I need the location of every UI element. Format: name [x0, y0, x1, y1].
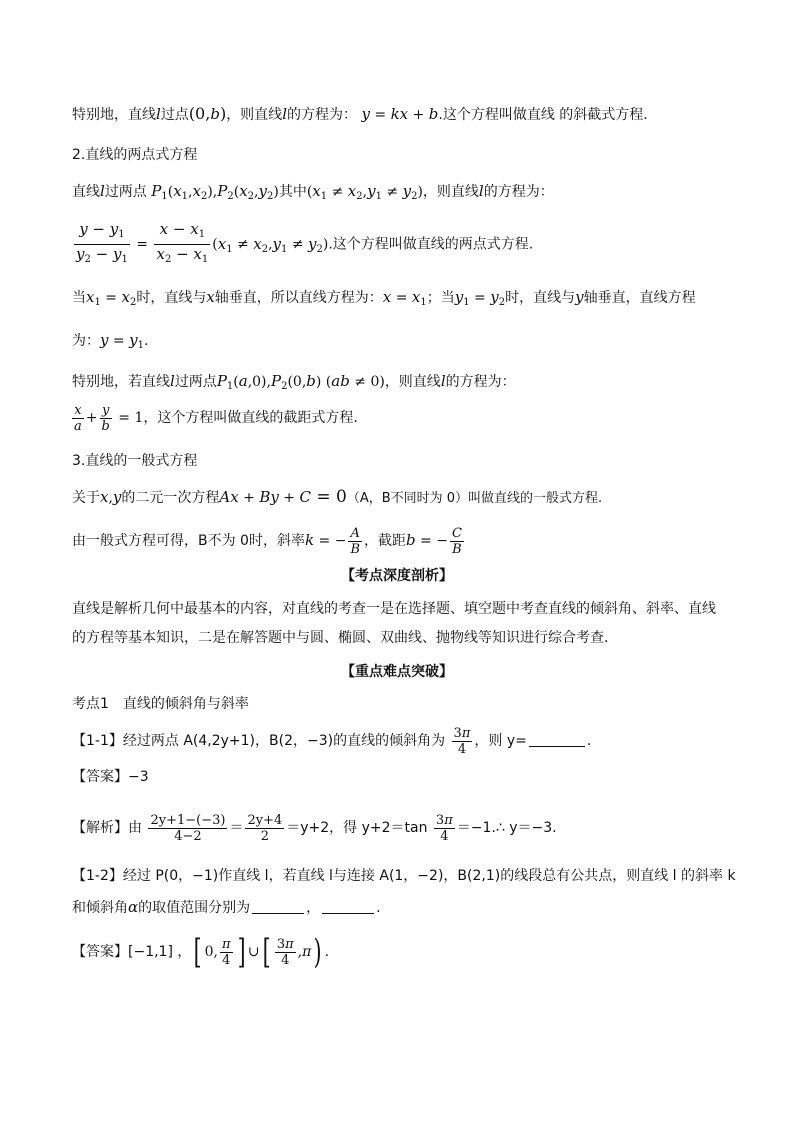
text: 为：	[72, 333, 100, 349]
paragraph-perpendicular-cont: 为：$y = y_1$.	[72, 331, 149, 351]
section-title-general: 3.直线的一般式方程	[72, 453, 198, 469]
text: .这个方程叫做直线的两点式方程.	[328, 236, 534, 253]
explanation-tag: 【解析】	[72, 820, 128, 836]
answer-tag: 【答案】	[72, 769, 128, 785]
text: ，则直线	[422, 184, 479, 200]
paragraph-slope-intercept-general: 由一般式方程可得，B不为 0时，斜率k = − $\frac{A}{B}$ ，截距b = − $\frac{C}{B}$	[72, 525, 462, 557]
text: ＝y+2，得 y+2＝tan	[286, 820, 428, 836]
text: ＝	[229, 820, 244, 836]
answer-blank[interactable]	[322, 913, 374, 914]
paragraph-general-form: 关于x,y的二元一次方程Ax + By + C = 0（A，B不同时为 0）叫做直线的一般式方程.	[72, 487, 603, 507]
text: 由	[128, 820, 142, 836]
answer-value: [−1,1]	[128, 944, 173, 960]
paragraph-perpendicular: 当$x_1 = x_2$时，直线与x轴垂直，所以直线方程为：$x = x_1$；当$y_1 = y_2$时，直线与y轴垂直，直线方程	[72, 288, 696, 308]
text: ，则直线	[384, 374, 441, 390]
text: ，	[306, 900, 321, 916]
text: 特别地，直线	[72, 107, 156, 123]
section-title-two-point: 2.直线的两点式方程	[72, 147, 198, 163]
paragraph-analysis: 直线是解析几何中最基本的内容，对直线的考查一是在选择题、填空题中考查直线的倾斜角、斜率、直线的方程等基本知识，二是在解答题中与圆、椭圆、双曲线、抛物线等知识进行综合考查．	[72, 601, 716, 646]
text: 关于	[72, 490, 100, 506]
answer-tag: 【答案】	[72, 944, 128, 960]
answer-value: −3	[128, 769, 149, 785]
text: .	[586, 733, 592, 749]
text: 时，直线与	[136, 290, 207, 306]
text: 轴垂直，直线方程	[583, 290, 696, 306]
text: 时，直线与	[505, 290, 576, 306]
answer-blank[interactable]	[252, 913, 304, 914]
question-tag: 【1-2】	[72, 868, 123, 884]
text: 过点	[160, 107, 189, 123]
text: 的二元一次方程	[121, 490, 220, 506]
text: ，这个方程叫做直线的截距式方程.	[143, 410, 358, 426]
question-tag: 【1-1】	[72, 733, 123, 749]
text: ＝−1.∴ y＝−3.	[456, 820, 557, 836]
text: ；当	[426, 290, 455, 306]
heading-analysis: 【考点深度剖析】	[341, 568, 453, 584]
text: 经过 P(0，−1)作直线 l，若直线 l与连接 A(1，−2)，B(2,1)的线段总有公共点，则直线 l 的斜率 k	[122, 868, 736, 884]
formula-intercept: $\frac{x}{a}$ + $\frac{y}{b}$ = 1，这个方程叫做直线的截距式方程.	[74, 402, 358, 434]
paragraph-intercept-points: 特别地，若直线l过两点$P_1(a,0),P_2(0,b) (ab \ne 0)$，则直线l的方程为：	[72, 372, 516, 392]
text: .这个方程叫做直线 的斜截式方程.	[438, 107, 648, 123]
text: 经过两点 A(4,2y+1)，B(2，−3)的直线的倾斜角为	[122, 733, 446, 749]
text: 特别地，若直线	[72, 374, 170, 390]
heading-breakthrough: 【重点难点突破】	[341, 664, 453, 680]
text: ，则 y=	[474, 733, 527, 749]
answer-1-2: 【答案】[−1,1] ，[ 0, $\frac{\pi}{4}$ ] ∪[ $\frac{3\pi}{4}$ ,π) .	[72, 932, 330, 972]
topic-1-title: 考点1 直线的倾斜角与斜率	[72, 696, 249, 712]
paragraph-slope-intercept: 特别地，直线l过点(0,b)，则直线l的方程为： y = kx + b.这个方程叫做直线 的斜截式方程.	[72, 104, 648, 123]
question-1-2	[72, 866, 736, 886]
question-1-2-cont: 和倾斜角α的取值范围分别为 ， .	[72, 898, 381, 916]
text: 的取值范围分别为	[138, 900, 251, 916]
text: ，则直线	[226, 107, 283, 123]
text: （A，B不同时为 0）叫做直线的一般式方程.	[346, 491, 603, 506]
text: 轴垂直，所以直线方程为：	[214, 290, 383, 306]
text: 由一般式方程可得，B不为 0时，斜率	[72, 533, 305, 549]
text: 和倾斜角	[72, 900, 128, 916]
text: 过两点	[174, 374, 217, 390]
text: 其中	[278, 184, 307, 200]
text: ，截距	[364, 533, 406, 549]
text: .	[376, 900, 381, 916]
question-1-1: 【1-1】经过两点 A(4,2y+1)，B(2，−3)的直线的倾斜角为 $\frac{3\pi}{4}$ ，则 y= .	[72, 725, 592, 757]
text: 过两点	[104, 184, 147, 200]
text: 的方程为：	[445, 374, 516, 390]
formula-two-point: $\frac{y - y_1}{y_2 - y_1}$ = $\frac{x - x_1}{x_2 - x_1}$ $(x_1 \ne x_2,y_1 \ne y_2)$.这个方程叫做直线的两点式方程.	[76, 220, 534, 265]
text: 当	[72, 290, 86, 306]
answer-1-1	[72, 767, 149, 787]
answer-blank[interactable]	[529, 746, 585, 747]
paragraph-two-points: 直线l过两点 $P_1(x_1,x_2),P_2(x_2,y_2)$其中$(x_1 \ne x_2,y_1 \ne y_2)$，则直线l的方程为：	[72, 182, 554, 202]
text: 直线	[72, 184, 100, 200]
text: 的方程为：	[483, 184, 554, 200]
explanation-1-1: 【解析】由 $\frac{2y+1-(-3)}{4-2}$ ＝ $\frac{2y+4}{2}$ ＝y+2，得 y+2＝tan $\frac{3\pi}{4}$ ＝−1.∴ y＝−3.	[72, 812, 557, 844]
text: 的方程为：	[287, 107, 357, 123]
